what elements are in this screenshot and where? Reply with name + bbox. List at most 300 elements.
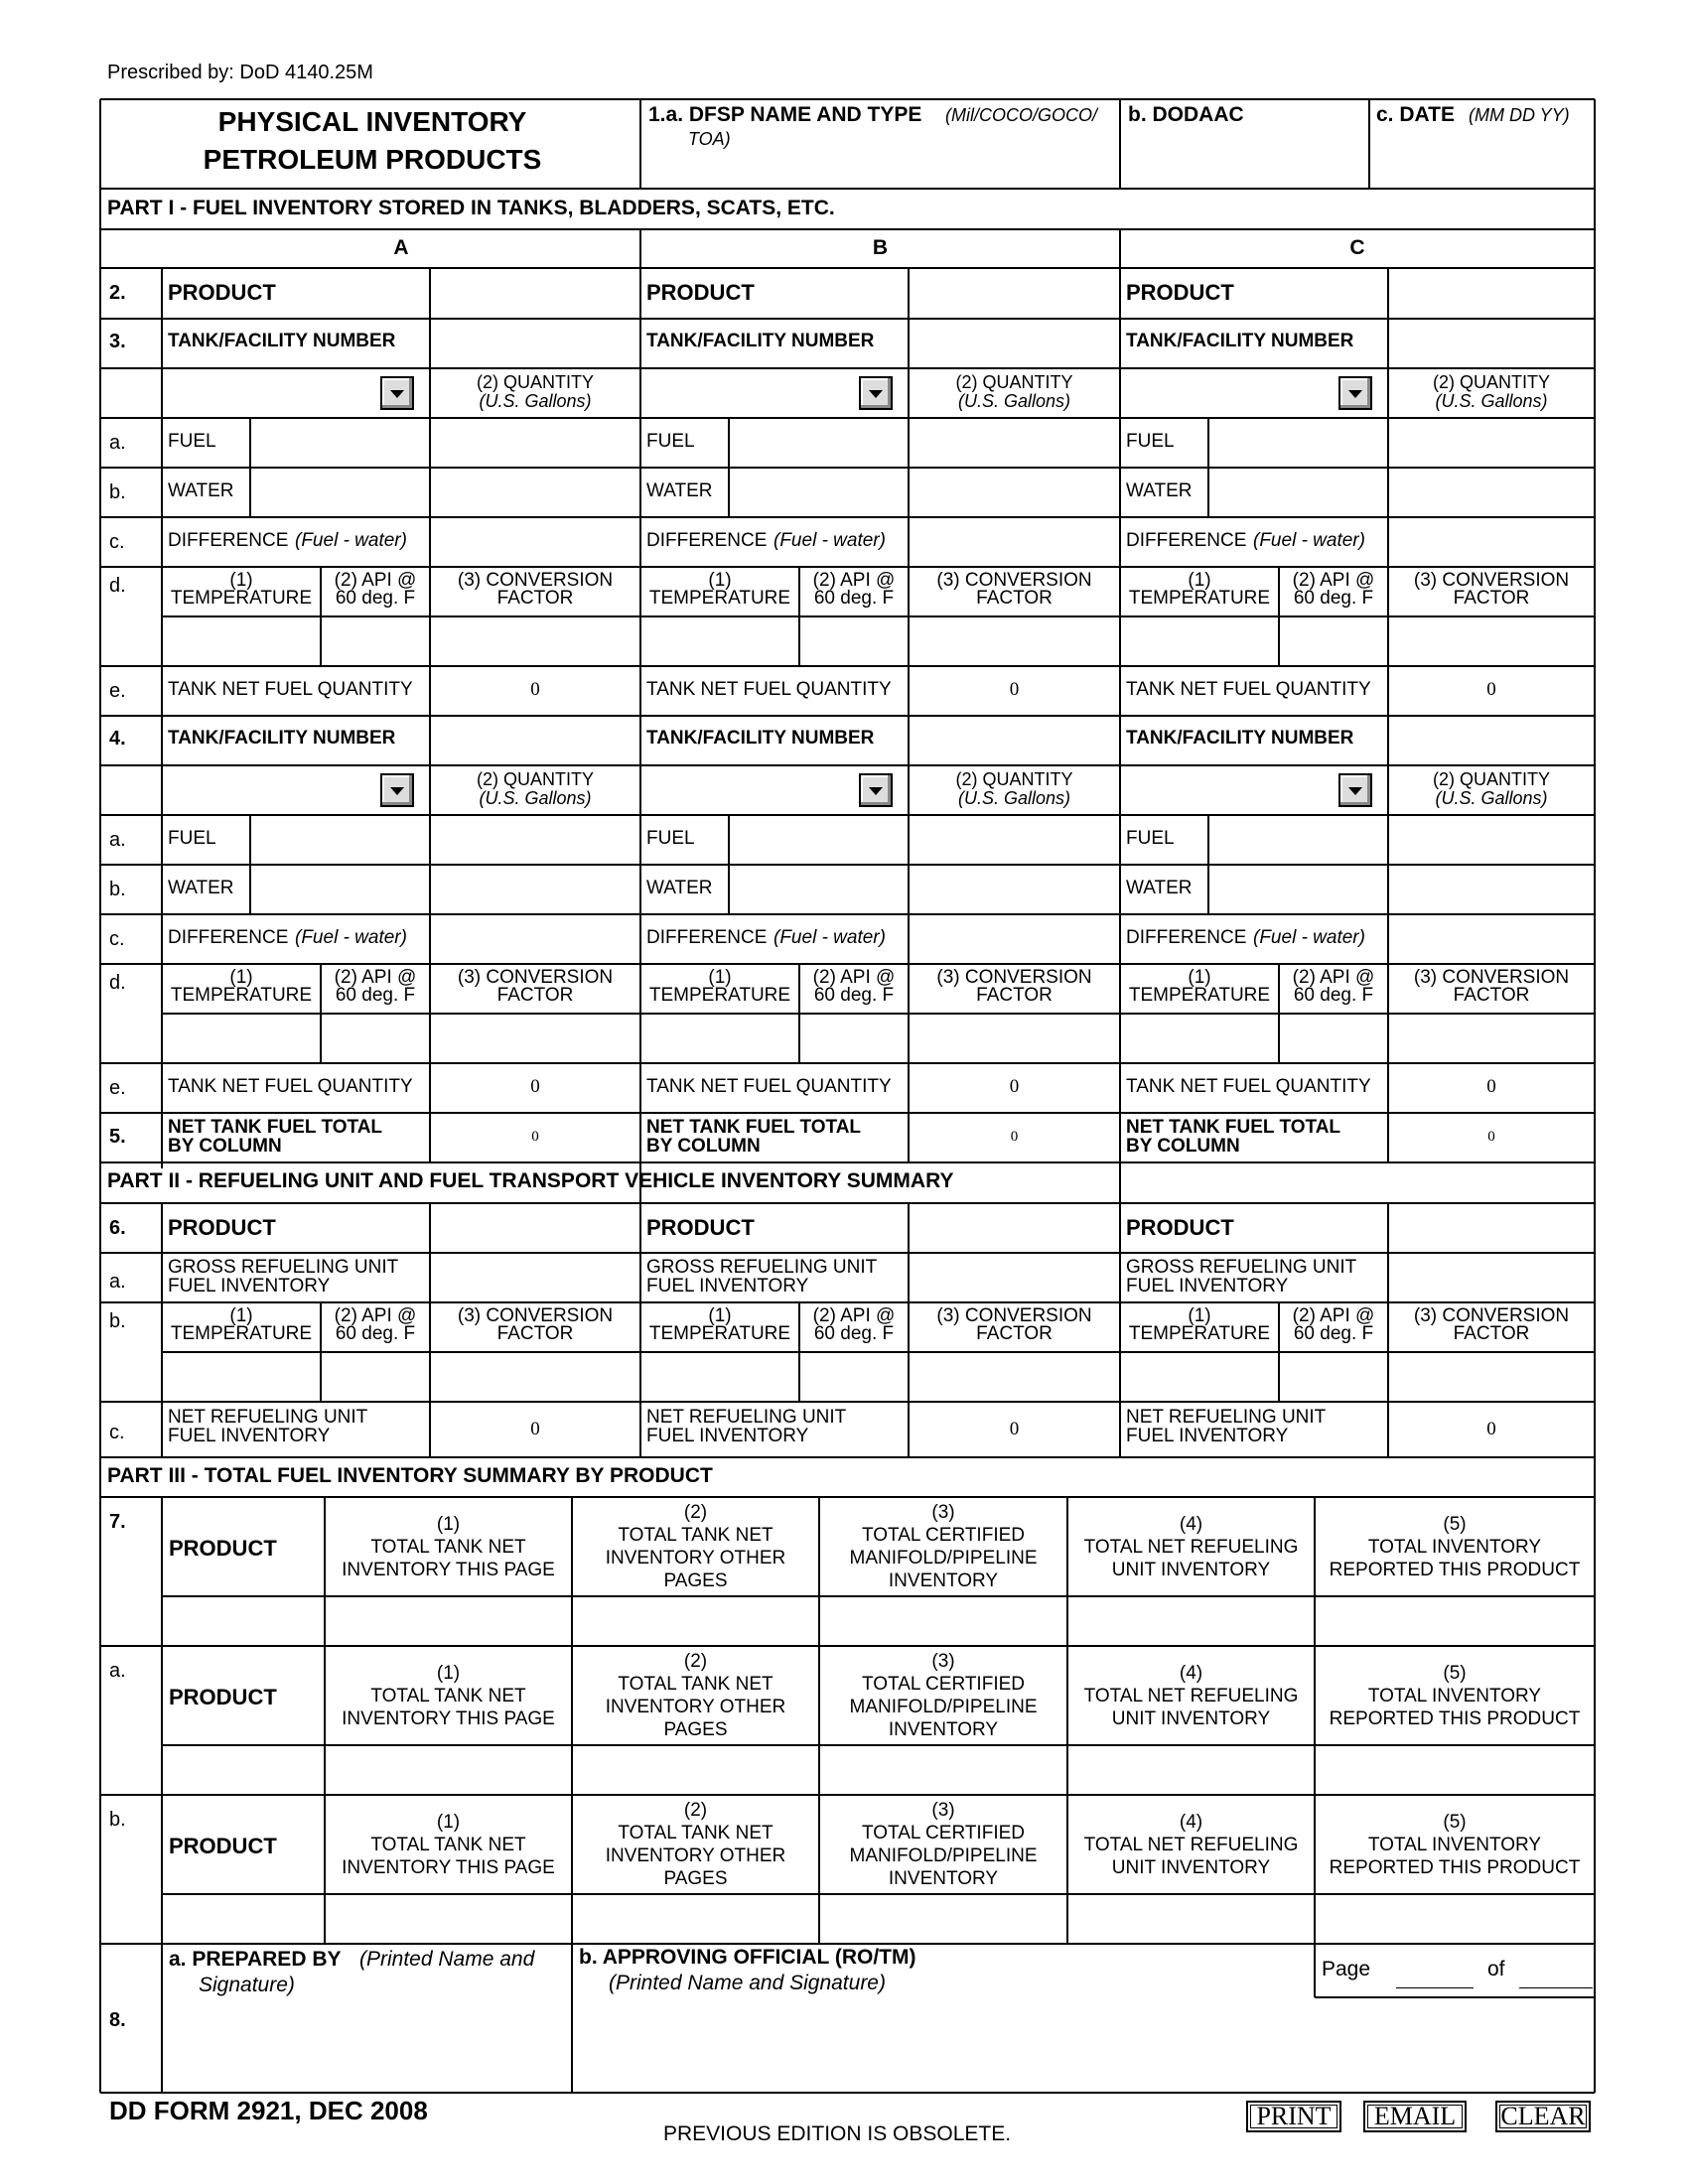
fuel-quantity-field[interactable]	[909, 816, 1120, 865]
fuel-reading-field[interactable]	[1208, 816, 1388, 865]
tank-number-field[interactable]	[1388, 320, 1595, 368]
water-reading-field[interactable]	[1208, 866, 1388, 914]
tank-net-value: 0	[1009, 679, 1020, 700]
difference-label: DIFFERENCE	[168, 530, 289, 551]
summary-value-field[interactable]	[325, 1895, 572, 1944]
rule	[100, 318, 1595, 320]
temperature-label: (1)	[708, 570, 732, 591]
fuel-label: FUEL	[1126, 431, 1175, 452]
summary-value-field[interactable]	[1315, 1597, 1595, 1646]
summary-column-header: INVENTORY THIS PAGE	[342, 1856, 555, 1878]
rule	[100, 1301, 1595, 1303]
water-label: WATER	[646, 480, 713, 501]
quantity-unit: (U.S. Gallons)	[957, 391, 1071, 411]
quantity-label: (2) QUANTITY	[1432, 769, 1550, 789]
water-label: WATER	[168, 878, 234, 898]
net-refueling-label: NET REFUELING UNIT	[168, 1407, 368, 1428]
rule	[1387, 765, 1389, 815]
dropdown-icon[interactable]	[859, 376, 893, 410]
temperature-label: TEMPERATURE	[170, 985, 313, 1006]
form-title: PETROLEUM PRODUCTS	[203, 144, 542, 175]
api-label: (2) API @	[1292, 570, 1375, 591]
dfsp-label: 1.a. DFSP NAME AND TYPE	[648, 103, 922, 126]
product-label: PRODUCT	[168, 1215, 276, 1240]
water-quantity-field[interactable]	[430, 866, 640, 914]
conversion-field[interactable]	[909, 1015, 1120, 1064]
difference-hint: (Fuel - water)	[1253, 530, 1365, 551]
temperature-label: TEMPERATURE	[170, 588, 313, 609]
product-field[interactable]	[909, 269, 1120, 319]
column-header-c: C	[1349, 236, 1365, 259]
difference-hint: (Fuel - water)	[774, 927, 886, 948]
net-refueling-value: 0	[1009, 1419, 1020, 1439]
approving-official-hint: (Printed Name and Signature)	[609, 1972, 886, 1994]
api-field[interactable]	[321, 1015, 430, 1064]
tank-number-field[interactable]	[430, 717, 640, 765]
approving-official-field[interactable]	[573, 1999, 1308, 2092]
tank-facility-label: TANK/FACILITY NUMBER	[646, 728, 875, 749]
summary-value-field[interactable]	[819, 1746, 1067, 1795]
conversion-label: FACTOR	[1453, 1323, 1530, 1344]
summary-value-field[interactable]	[325, 1746, 572, 1795]
rule	[1387, 1113, 1389, 1162]
temperature-field[interactable]	[162, 1353, 321, 1403]
gross-refueling-label: FUEL INVENTORY	[1126, 1276, 1289, 1297]
page-total-line	[1519, 1987, 1593, 1988]
fuel-quantity-field[interactable]	[1388, 419, 1595, 468]
net-refueling-label: NET REFUELING UNIT	[646, 1407, 847, 1428]
rule	[100, 267, 1595, 269]
fuel-reading-field[interactable]	[250, 419, 430, 468]
summary-value-field[interactable]	[325, 1597, 572, 1646]
rule	[429, 716, 431, 765]
gross-refueling-label: GROSS REFUELING UNIT	[168, 1257, 399, 1278]
product-label: PRODUCT	[169, 1536, 277, 1561]
email-button[interactable]: EMAIL	[1363, 2101, 1467, 2132]
summary-column-header: INVENTORY THIS PAGE	[342, 1707, 555, 1729]
rule	[1315, 1996, 1595, 1998]
summary-column-header: TOTAL TANK NET	[370, 1685, 526, 1706]
fuel-label: FUEL	[646, 828, 695, 849]
tank-facility-label: TANK/FACILITY NUMBER	[646, 331, 875, 351]
fuel-label: FUEL	[646, 431, 695, 452]
rule	[100, 1062, 1595, 1064]
summary-value-field[interactable]	[1067, 1597, 1315, 1646]
conversion-field[interactable]	[1388, 1015, 1595, 1064]
product-label: PRODUCT	[169, 1834, 277, 1858]
api-field[interactable]	[1279, 1015, 1388, 1064]
product-field[interactable]	[909, 1204, 1120, 1253]
temperature-field[interactable]	[640, 617, 799, 667]
fuel-label: FUEL	[168, 828, 216, 849]
rule	[908, 1113, 910, 1162]
water-reading-field[interactable]	[250, 469, 430, 517]
tank-net-value: 0	[1486, 1076, 1496, 1097]
summary-column-header: TOTAL TANK NET	[370, 1834, 526, 1855]
tank-number-field[interactable]	[909, 717, 1120, 765]
difference-field[interactable]	[430, 915, 640, 964]
rule	[100, 715, 1595, 717]
temperature-label: (1)	[708, 967, 732, 988]
tank-net-label: TANK NET FUEL QUANTITY	[1126, 679, 1371, 700]
summary-column-header: REPORTED THIS PRODUCT	[1329, 1559, 1581, 1580]
difference-field[interactable]	[909, 518, 1120, 567]
summary-column-header: UNIT INVENTORY	[1111, 1707, 1271, 1729]
conversion-field[interactable]	[909, 617, 1120, 667]
rule	[1387, 319, 1389, 368]
product-field[interactable]	[430, 269, 640, 319]
api-label: (2) API @	[812, 1305, 896, 1326]
summary-value-field[interactable]	[819, 1597, 1067, 1646]
summary-value-field[interactable]	[162, 1597, 325, 1646]
product-field[interactable]	[1388, 1204, 1595, 1253]
tank-number-field[interactable]	[909, 320, 1120, 368]
page-total-field[interactable]	[1519, 1958, 1593, 1987]
summary-column-header: REPORTED THIS PRODUCT	[1329, 1707, 1581, 1729]
tank-facility-label: TANK/FACILITY NUMBER	[1126, 728, 1354, 749]
rule	[1314, 1944, 1316, 1997]
net-tank-total-label: BY COLUMN	[168, 1136, 282, 1157]
difference-field[interactable]	[909, 915, 1120, 964]
tank-net-label: TANK NET FUEL QUANTITY	[168, 679, 413, 700]
conversion-label: FACTOR	[976, 1323, 1053, 1344]
summary-column-header: TOTAL INVENTORY	[1367, 1834, 1542, 1855]
part2-title: PART II - REFUELING UNIT AND FUEL TRANSPORT VEHICLE INVENTORY SUMMARY	[107, 1169, 954, 1192]
gross-inventory-field[interactable]	[430, 1254, 640, 1302]
conversion-label: (3) CONVERSION	[457, 570, 614, 591]
dfsp-name-field[interactable]	[641, 139, 1120, 189]
difference-label: DIFFERENCE	[168, 927, 289, 948]
quantity-unit: (U.S. Gallons)	[479, 788, 592, 808]
difference-hint: (Fuel - water)	[295, 927, 407, 948]
rule	[100, 367, 1595, 369]
print-button[interactable]: PRINT	[1246, 2101, 1341, 2132]
api-field[interactable]	[799, 617, 909, 667]
summary-value-field[interactable]	[1067, 1895, 1315, 1944]
summary-value-field[interactable]	[819, 1895, 1067, 1944]
summary-column-header: PAGES	[663, 1719, 728, 1740]
fuel-quantity-field[interactable]	[1388, 816, 1595, 865]
summary-column-header: (4)	[1179, 1662, 1203, 1684]
water-quantity-field[interactable]	[909, 469, 1120, 517]
water-reading-field[interactable]	[250, 866, 430, 914]
dfsp-hint: (Mil/COCO/GOCO/	[945, 105, 1097, 125]
difference-hint: (Fuel - water)	[1253, 927, 1365, 948]
summary-column-header: (4)	[1179, 1811, 1203, 1833]
summary-column-header: TOTAL NET REFUELING	[1083, 1834, 1299, 1855]
conversion-label: FACTOR	[496, 1323, 574, 1344]
gross-refueling-label: FUEL INVENTORY	[168, 1276, 331, 1297]
net-refueling-label: FUEL INVENTORY	[168, 1426, 331, 1446]
net-tank-total-value: 0	[531, 1129, 539, 1145]
row-number: 6.	[109, 1217, 126, 1239]
dropdown-icon[interactable]	[1338, 773, 1372, 807]
rule	[162, 615, 1595, 617]
rule	[100, 963, 1595, 965]
summary-value-field[interactable]	[572, 1597, 819, 1646]
temperature-field[interactable]	[162, 1015, 321, 1064]
prepared-by-hint: (Printed Name and	[359, 1948, 535, 1971]
temperature-label: (1)	[708, 1305, 732, 1326]
difference-label: DIFFERENCE	[1126, 927, 1247, 948]
rule	[100, 1943, 1595, 1945]
conversion-label: FACTOR	[1453, 588, 1530, 609]
row-letter: b.	[109, 1310, 126, 1332]
summary-column-header: MANIFOLD/PIPELINE	[849, 1697, 1038, 1717]
summary-value-field[interactable]	[162, 1895, 325, 1944]
rule	[100, 665, 1595, 667]
conversion-label: (3) CONVERSION	[936, 570, 1092, 591]
conversion-label: (3) CONVERSION	[1413, 1305, 1570, 1326]
api-field[interactable]	[1279, 617, 1388, 667]
form-number: DD FORM 2921, DEC 2008	[109, 2096, 428, 2125]
temperature-label: (1)	[1188, 967, 1211, 988]
summary-column-header: INVENTORY	[888, 1868, 999, 1889]
temperature-label: TEMPERATURE	[648, 1323, 791, 1344]
summary-column-header: (3)	[931, 1502, 955, 1523]
summary-column-header: INVENTORY OTHER	[605, 1845, 786, 1866]
column-header-a: A	[393, 236, 409, 259]
fuel-reading-field[interactable]	[250, 816, 430, 865]
rule	[100, 516, 1595, 518]
temperature-field[interactable]	[640, 1353, 799, 1403]
api-field[interactable]	[321, 617, 430, 667]
conversion-field[interactable]	[1388, 1353, 1595, 1403]
row-letter: e.	[109, 680, 126, 702]
clear-button[interactable]: CLEAR	[1495, 2101, 1591, 2132]
fuel-reading-field[interactable]	[1208, 419, 1388, 468]
tank-net-label: TANK NET FUEL QUANTITY	[646, 679, 892, 700]
summary-column-header: TOTAL NET REFUELING	[1083, 1685, 1299, 1706]
rule	[100, 1252, 1595, 1254]
temperature-field[interactable]	[640, 1015, 799, 1064]
prepared-by-label: a. PREPARED BY	[169, 1948, 342, 1971]
product-field[interactable]	[1388, 269, 1595, 319]
api-label: 60 deg. F	[813, 1323, 895, 1344]
rule	[100, 1202, 1595, 1204]
row-number: b.	[109, 1809, 126, 1831]
row-letter: a.	[109, 432, 126, 454]
dropdown-icon[interactable]	[380, 773, 414, 807]
row-letter: b.	[109, 481, 126, 503]
water-reading-field[interactable]	[729, 866, 909, 914]
dodaac-label: b. DODAAC	[1128, 103, 1244, 126]
summary-column-header: (2)	[683, 1651, 708, 1672]
quantity-label: (2) QUANTITY	[476, 769, 594, 789]
product-label: PRODUCT	[646, 280, 755, 305]
summary-value-field[interactable]	[162, 1746, 325, 1795]
dropdown-icon[interactable]	[380, 376, 414, 410]
api-field[interactable]	[799, 1015, 909, 1064]
summary-column-header: TOTAL NET REFUELING	[1083, 1536, 1299, 1558]
prepared-by-field[interactable]	[163, 1999, 571, 2092]
conversion-label: (3) CONVERSION	[1413, 570, 1570, 591]
conversion-field[interactable]	[909, 1353, 1120, 1403]
fuel-reading-field[interactable]	[729, 816, 909, 865]
product-label: PRODUCT	[646, 1215, 755, 1240]
summary-value-field[interactable]	[1315, 1746, 1595, 1795]
conversion-label: (3) CONVERSION	[1413, 967, 1570, 988]
conversion-field[interactable]	[430, 617, 640, 667]
summary-value-field[interactable]	[572, 1895, 819, 1944]
gross-refueling-label: GROSS REFUELING UNIT	[1126, 1257, 1357, 1278]
date-field[interactable]	[1370, 129, 1595, 189]
temperature-label: TEMPERATURE	[1128, 588, 1271, 609]
api-label: 60 deg. F	[335, 985, 416, 1006]
quantity-label: (2) QUANTITY	[955, 372, 1073, 392]
summary-column-header: TOTAL INVENTORY	[1367, 1536, 1542, 1558]
api-label: (2) API @	[1292, 967, 1375, 988]
row-letter: c.	[109, 531, 125, 553]
rule	[429, 319, 431, 368]
summary-column-header: (2)	[683, 1800, 708, 1821]
net-refueling-label: FUEL INVENTORY	[646, 1426, 809, 1446]
summary-column-header: TOTAL CERTIFIED	[862, 1823, 1025, 1843]
rule	[908, 716, 910, 765]
rule	[1387, 716, 1389, 765]
difference-hint: (Fuel - water)	[774, 530, 886, 551]
conversion-field[interactable]	[430, 1015, 640, 1064]
temperature-label: TEMPERATURE	[1128, 1323, 1271, 1344]
summary-column-header: MANIFOLD/PIPELINE	[849, 1548, 1038, 1569]
summary-column-header: (2)	[683, 1502, 708, 1523]
prescribed-by: Prescribed by: DoD 4140.25M	[107, 62, 373, 83]
quantity-unit: (U.S. Gallons)	[1435, 788, 1548, 808]
page-number-field[interactable]	[1396, 1958, 1474, 1987]
of-label: of	[1487, 1958, 1505, 1980]
rule	[100, 1161, 1595, 1163]
fuel-quantity-field[interactable]	[909, 419, 1120, 468]
gross-inventory-field[interactable]	[909, 1254, 1120, 1302]
summary-column-header: REPORTED THIS PRODUCT	[1329, 1856, 1581, 1878]
water-quantity-field[interactable]	[1388, 866, 1595, 914]
row-number: 2.	[109, 282, 126, 304]
rule	[100, 228, 1595, 230]
api-field[interactable]	[321, 1353, 430, 1403]
summary-column-header: TOTAL CERTIFIED	[862, 1525, 1025, 1546]
summary-column-header: INVENTORY	[888, 1570, 999, 1591]
rule	[429, 268, 431, 319]
fuel-reading-field[interactable]	[729, 419, 909, 468]
row-letter: c.	[109, 928, 125, 950]
product-field[interactable]	[430, 1204, 640, 1253]
api-field[interactable]	[1279, 1353, 1388, 1403]
summary-column-header: TOTAL TANK NET	[618, 1674, 774, 1695]
rule	[908, 268, 910, 319]
prepared-by-hint: Signature)	[199, 1974, 295, 1996]
water-quantity-field[interactable]	[909, 866, 1120, 914]
net-refueling-value: 0	[1486, 1419, 1496, 1439]
net-tank-total-label: NET TANK FUEL TOTAL	[168, 1117, 383, 1138]
dropdown-icon[interactable]	[1338, 376, 1372, 410]
temperature-label: (1)	[1188, 1305, 1211, 1326]
api-field[interactable]	[799, 1353, 909, 1403]
conversion-field[interactable]	[430, 1353, 640, 1403]
row-letter: a.	[109, 829, 126, 851]
product-label: PRODUCT	[1126, 1215, 1234, 1240]
tank-net-value: 0	[1009, 1076, 1020, 1097]
temperature-label: TEMPERATURE	[648, 588, 791, 609]
fuel-quantity-field[interactable]	[430, 816, 640, 865]
temperature-field[interactable]	[162, 617, 321, 667]
page-number-line	[1396, 1987, 1474, 1988]
net-refueling-label: FUEL INVENTORY	[1126, 1426, 1289, 1446]
net-refueling-value: 0	[530, 1419, 540, 1439]
rule	[100, 188, 1595, 190]
summary-value-field[interactable]	[1315, 1895, 1595, 1944]
net-tank-total-value: 0	[1487, 1129, 1495, 1145]
temperature-field[interactable]	[1120, 1353, 1279, 1403]
rule	[1387, 268, 1389, 319]
water-reading-field[interactable]	[729, 469, 909, 517]
temperature-field[interactable]	[1120, 617, 1279, 667]
water-quantity-field[interactable]	[1388, 469, 1595, 517]
conversion-label: FACTOR	[976, 588, 1053, 609]
conversion-label: (3) CONVERSION	[457, 1305, 614, 1326]
water-label: WATER	[168, 480, 234, 501]
tank-net-value: 0	[530, 679, 540, 700]
rule	[429, 765, 431, 815]
net-tank-total-label: NET TANK FUEL TOTAL	[646, 1117, 862, 1138]
net-tank-total-label: BY COLUMN	[646, 1136, 761, 1157]
row-letter: e.	[109, 1077, 126, 1099]
water-label: WATER	[1126, 480, 1193, 501]
summary-column-header: (1)	[436, 1662, 461, 1684]
row-letter: d.	[109, 575, 126, 597]
fuel-label: FUEL	[168, 431, 216, 452]
dodaac-field[interactable]	[1121, 129, 1369, 189]
difference-label: DIFFERENCE	[646, 927, 768, 948]
summary-column-header: (3)	[931, 1651, 955, 1672]
frame-bottom	[100, 2092, 1595, 2094]
part3-title: PART III - TOTAL FUEL INVENTORY SUMMARY BY PRODUCT	[107, 1464, 713, 1487]
tank-number-field[interactable]	[430, 320, 640, 368]
gross-inventory-field[interactable]	[1388, 1254, 1595, 1302]
difference-field[interactable]	[430, 518, 640, 567]
conversion-label: (3) CONVERSION	[457, 967, 614, 988]
obsolete-notice: PREVIOUS EDITION IS OBSOLETE.	[663, 2122, 1012, 2145]
rule	[100, 566, 1595, 568]
form-title: PHYSICAL INVENTORY	[217, 106, 527, 137]
rule	[908, 319, 910, 368]
difference-field[interactable]	[1388, 915, 1595, 964]
water-reading-field[interactable]	[1208, 469, 1388, 517]
summary-value-field[interactable]	[1067, 1746, 1315, 1795]
temperature-field[interactable]	[1120, 1015, 1279, 1064]
rule	[908, 765, 910, 815]
row-number: 8.	[109, 2009, 126, 2031]
summary-value-field[interactable]	[572, 1746, 819, 1795]
conversion-field[interactable]	[1388, 617, 1595, 667]
fuel-quantity-field[interactable]	[430, 419, 640, 468]
summary-column-header: (1)	[436, 1811, 461, 1833]
temperature-label: (1)	[229, 1305, 253, 1326]
summary-column-header: (1)	[436, 1513, 461, 1535]
quantity-label: (2) QUANTITY	[476, 372, 594, 392]
frame-top	[100, 98, 1595, 100]
net-refueling-label: NET REFUELING UNIT	[1126, 1407, 1327, 1428]
rule	[162, 1013, 1595, 1015]
rule	[100, 1456, 1595, 1458]
column-header-b: B	[872, 236, 889, 259]
difference-field[interactable]	[1388, 518, 1595, 567]
summary-column-header: TOTAL TANK NET	[370, 1536, 526, 1558]
dropdown-icon[interactable]	[859, 773, 893, 807]
tank-net-label: TANK NET FUEL QUANTITY	[168, 1076, 413, 1097]
tank-number-field[interactable]	[1388, 717, 1595, 765]
water-quantity-field[interactable]	[430, 469, 640, 517]
rule	[162, 1351, 1595, 1353]
